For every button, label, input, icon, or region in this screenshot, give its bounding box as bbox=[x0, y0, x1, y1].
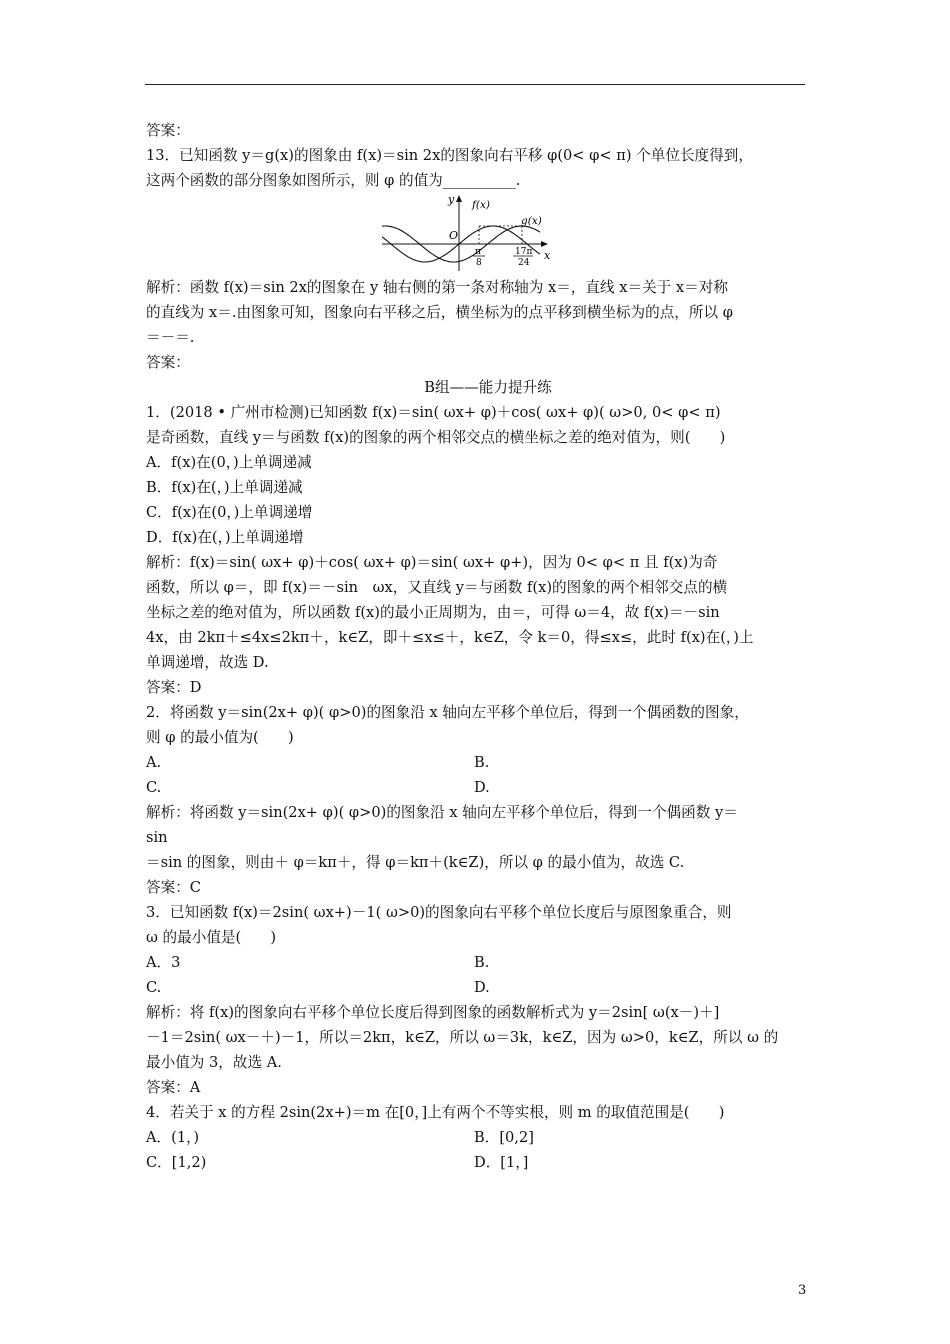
text-line: 则 φ 的最小值为( ) bbox=[146, 729, 294, 746]
text-line: B．f(x)在(，)上单调递减 bbox=[146, 479, 303, 496]
tick2-num: 17π bbox=[515, 247, 533, 257]
text-line: A．f(x)在(0，)上单调递减 bbox=[146, 454, 312, 471]
sine-graph bbox=[382, 193, 552, 271]
option-row bbox=[146, 1125, 812, 1150]
option-row bbox=[146, 950, 812, 975]
sine-graph-figure bbox=[146, 193, 812, 275]
option-row bbox=[146, 775, 812, 800]
text-line: 13．已知函数 y＝g(x)的图象由 f(x)＝sin 2x的图象向右平移 φ(0< φ< π) 个单位长度得到， bbox=[146, 147, 753, 164]
x-label: x bbox=[544, 249, 551, 262]
option-right: D. bbox=[474, 779, 490, 796]
option-right: D．[1，] bbox=[474, 1154, 529, 1171]
text-line: 这两个函数的部分图象如图所示，则 φ 的值为__________. bbox=[146, 172, 521, 189]
text-line: 的直线为 x＝.由图象可知，图象向右平移之后，横坐标为的点平移到横坐标为的点，所以 φ bbox=[146, 304, 733, 321]
option-right: B. bbox=[474, 954, 490, 971]
text-line: 函数，所以 φ＝，即 f(x)＝－sin ωx，又直线 y＝与函数 f(x)的图象的两个相邻交点的横 bbox=[146, 579, 728, 596]
option-left: A．(1，) bbox=[146, 1129, 200, 1146]
option-right: B. bbox=[474, 754, 490, 771]
option-left: C．[1,2) bbox=[146, 1154, 207, 1171]
text-line: 答案： bbox=[146, 122, 190, 139]
text-line: 答案：A bbox=[146, 1079, 201, 1096]
document-body bbox=[146, 118, 812, 1175]
text-line: 4x，由 2kπ＋≤4x≤2kπ＋，k∈Z，即＋≤x≤＋，k∈Z，令 k＝0，得≤x≤，此时 f(x)在(，)上 bbox=[146, 629, 754, 646]
option-row bbox=[146, 1150, 812, 1175]
origin-label: O bbox=[449, 229, 459, 242]
text-line: sin bbox=[146, 829, 168, 846]
text-line: 答案：C bbox=[146, 879, 201, 896]
text-line: ＝sin 的图象，则由＋ φ＝kπ＋，得 φ＝kπ＋(k∈Z)，所以 φ 的最小值为，故选 C. bbox=[146, 854, 685, 871]
text-line: 解析：将 f(x)的图象向右平移个单位长度后得到图象的函数解析式为 y＝2sin[ ω(x－)＋] bbox=[146, 1004, 720, 1021]
text-line: D．f(x)在(，)上单调递增 bbox=[146, 529, 304, 546]
option-row bbox=[146, 975, 812, 1000]
option-left: A. bbox=[146, 754, 162, 771]
text-line: ＝－＝. bbox=[146, 329, 195, 346]
text-line: ω 的最小值是( ) bbox=[146, 929, 277, 946]
y-axis-arrow bbox=[456, 195, 462, 202]
text-line: 坐标之差的绝对值为，所以函数 f(x)的最小正周期为，由＝，可得 ω＝4，故 f(x)＝－sin bbox=[146, 604, 720, 621]
f-label: f(x) bbox=[472, 199, 491, 211]
text-line: 2．将函数 y＝sin(2x+ φ)( φ>0)的图象沿 x 轴向左平移个单位后，得到一个偶函数的图象， bbox=[146, 704, 749, 721]
tick2-den: 24 bbox=[518, 258, 530, 268]
text-line: 解析：将函数 y＝sin(2x+ φ)( φ>0)的图象沿 x 轴向左平移个单位后，得到一个偶函数 y＝ bbox=[146, 804, 738, 821]
text-line: －1＝2sin( ωx－＋)－1，所以＝2kπ，k∈Z，所以 ω＝3k，k∈Z，因为 ω>0，k∈Z，所以 ω 的 bbox=[146, 1029, 779, 1046]
text-line: 答案：D bbox=[146, 679, 202, 696]
bottom-text-block bbox=[146, 275, 812, 1175]
option-left: C. bbox=[146, 779, 162, 796]
option-right: B．[0,2] bbox=[474, 1129, 534, 1146]
text-line: C．f(x)在(0，)上单调递增 bbox=[146, 504, 313, 521]
text-line: 1．(2018 • 广州市检测)已知函数 f(x)＝sin( ωx+ φ)＋cos( ωx+ φ)( ω>0, 0< φ< π) bbox=[146, 404, 721, 421]
text-line: 3．已知函数 f(x)＝2sin( ωx+)－1( ω>0)的图象向右平移个单位长度后与原图象重合，则 bbox=[146, 904, 732, 921]
text-line: 解析：f(x)＝sin( ωx+ φ)＋cos( ωx+ φ)＝sin( ωx+ φ+)，因为 0< φ< π 且 f(x)为奇 bbox=[146, 554, 718, 571]
y-label: y bbox=[448, 193, 455, 206]
option-left: C. bbox=[146, 979, 162, 996]
option-row bbox=[146, 750, 812, 775]
option-right: D. bbox=[474, 979, 490, 996]
text-line: 答案： bbox=[146, 354, 190, 371]
text-line: 4．若关于 x 的方程 2sin(2x+)＝m 在[0，]上有两个不等实根，则 m 的取值范围是( ) bbox=[146, 1104, 725, 1121]
page-number: 3 bbox=[798, 1283, 807, 1298]
top-text-block bbox=[146, 118, 812, 193]
header-rule bbox=[145, 84, 805, 85]
text-line: 解析：函数 f(x)＝sin 2x的图象在 y 轴右侧的第一条对称轴为 x＝，直线 x＝关于 x＝对称 bbox=[146, 279, 728, 296]
tick1-den: 8 bbox=[476, 258, 482, 268]
section-heading: B组——能力提升练 bbox=[424, 379, 552, 396]
text-line: 最小值为 3，故选 A. bbox=[146, 1054, 282, 1071]
g-label: g(x) bbox=[521, 215, 542, 227]
x-axis-arrow bbox=[541, 241, 548, 247]
option-left: A．3 bbox=[146, 954, 181, 971]
tick1-num: π bbox=[475, 247, 481, 257]
text-line: 单调递增，故选 D. bbox=[146, 654, 269, 671]
text-line: 是奇函数，直线 y＝与函数 f(x)的图象的两个相邻交点的横坐标之差的绝对值为，则( ) bbox=[146, 429, 726, 446]
